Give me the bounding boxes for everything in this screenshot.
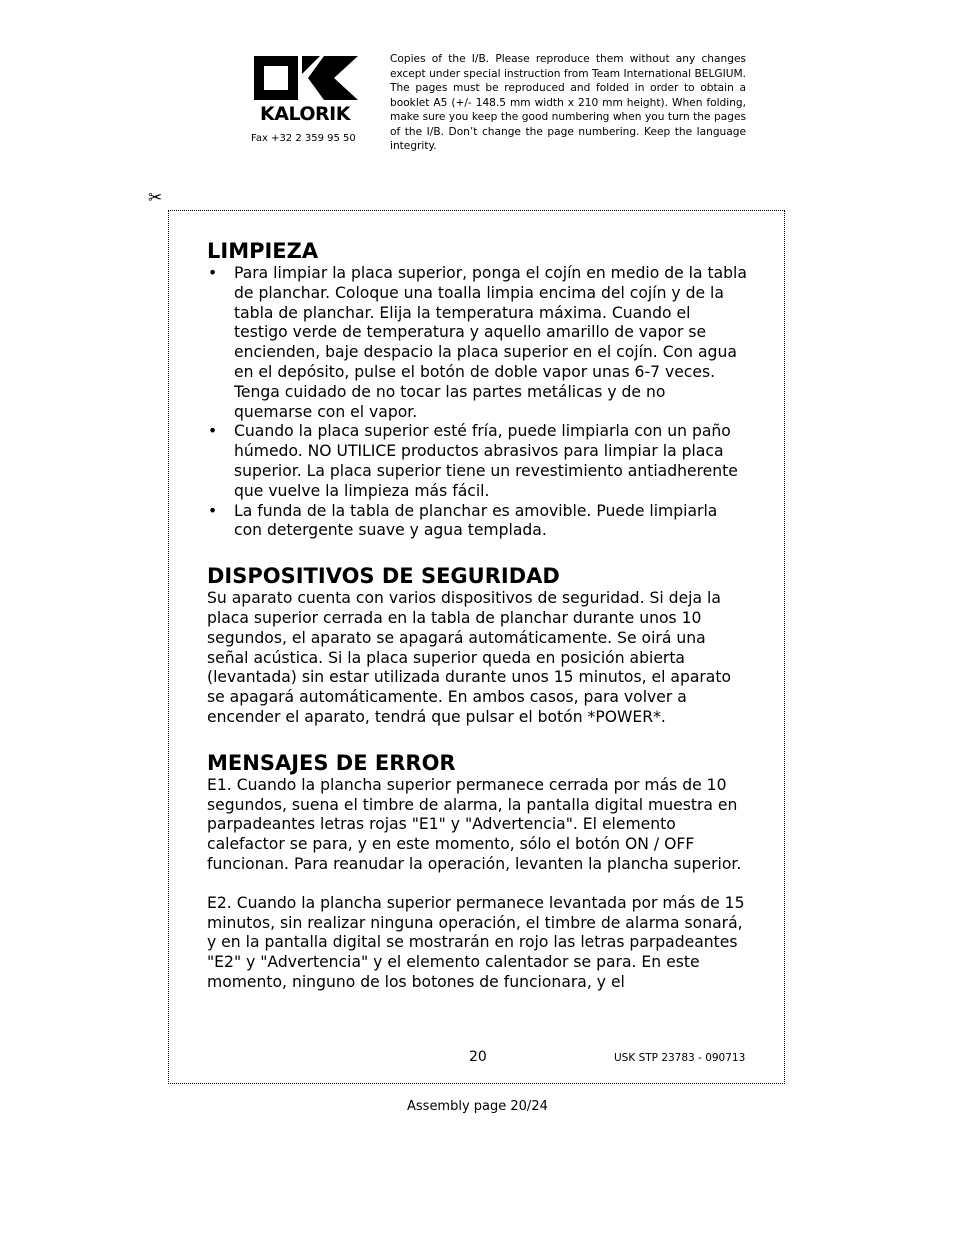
kalorik-logo [250,56,360,126]
error-e2-paragraph: E2. Cuando la plancha superior permanece levantada por más de 15 minutos, sin realizar ninguna operación, el timbre de alarma sonará, y en la pantalla digital se mostrarán en rojo las letras parpadeantes "E2" y "Advertencia" y el elemento calentador se para. En este momento, ninguno de los botones de funcionara, y el [207,893,745,991]
section-title-seguridad: DISPOSITIVOS DE SEGURIDAD [207,564,560,589]
page-number: 20 [469,1049,487,1065]
document-code: USK STP 23783 - 090713 [614,1052,746,1064]
limpieza-list [207,264,747,541]
kalorik-logo-mark [250,56,360,126]
section-title-errores: MENSAJES DE ERROR [207,750,456,775]
list-item: • La funda de la tabla de planchar es amovible. Puede limpiarla con detergente suave y agua templada. [207,502,747,542]
page-content [207,238,747,993]
assembly-page-label: Assembly page 20/24 [407,1099,548,1114]
seguridad-paragraph: Su aparato cuenta con varios dispositivos de seguridad. Si deja la placa superior cerrada en la tabla de planchar durante unos 10 segundos, el aparato se apagará automáticamente. Se oirá una señal acústica. Si la placa superior queda en posición abierta (levantada) sin estar utilizada durante unos 15 minutos, el aparato se apagará automáticamente. En ambos casos, para volver a encender el aparato, tendrá que pulsar el botón *POWER*. [207,589,732,726]
fax-number: Fax +32 2 359 95 50 [251,133,356,144]
logo-wordmark: KALORIK [260,103,350,125]
list-item: • Cuando la placa superior esté fría, puede limpiarla con un paño húmedo. NO UTILICE productos abrasivos para limpiar la placa superior. La placa superior tiene un revestimiento antiadherente que vuelve la limpieza más fácil. [207,422,747,501]
error-e1-paragraph: E1. Cuando la plancha superior permanece cerrada por más de 10 segundos, suena el timbre de alarma, la pantalla digital muestra en parpadeantes letras rojas "E1" y "Advertencia". El elemento calefactor se para, y en este momento, sólo el botón ON / OFF funcionan. Para reanudar la operación, levanten la plancha superior. [207,775,742,873]
reproduction-note: Copies of the I/B. Please reproduce them without any changes except under special instruction from Team International BELGIUM. The pages must be reproduced and folded in order to obtain a booklet A5 (+/- 148.5 mm width x 210 mm height). When folding, make sure you keep the good numbering when you turn the pages of the I/B. Don’t change the page numbering. Keep the language integrity. [390,53,746,152]
scissors-icon: ✂ [148,188,163,208]
section-title-limpieza: LIMPIEZA [207,239,319,263]
list-item: • Para limpiar la placa superior, ponga el cojín en medio de la tabla de planchar. Coloque una toalla limpia encima del cojín y de la tabla de planchar. Elija la temperatura máxima. Cuando el testigo verde de temperatura y aquello amarillo de vapor se encienden, baje despacio la placa superior en el cojín. Con agua en el depósito, pulse el botón de doble vapor unas 6-7 veces. Tenga cuidado de no tocar las partes metálicas y de no quemarse con el vapor. [207,264,747,422]
